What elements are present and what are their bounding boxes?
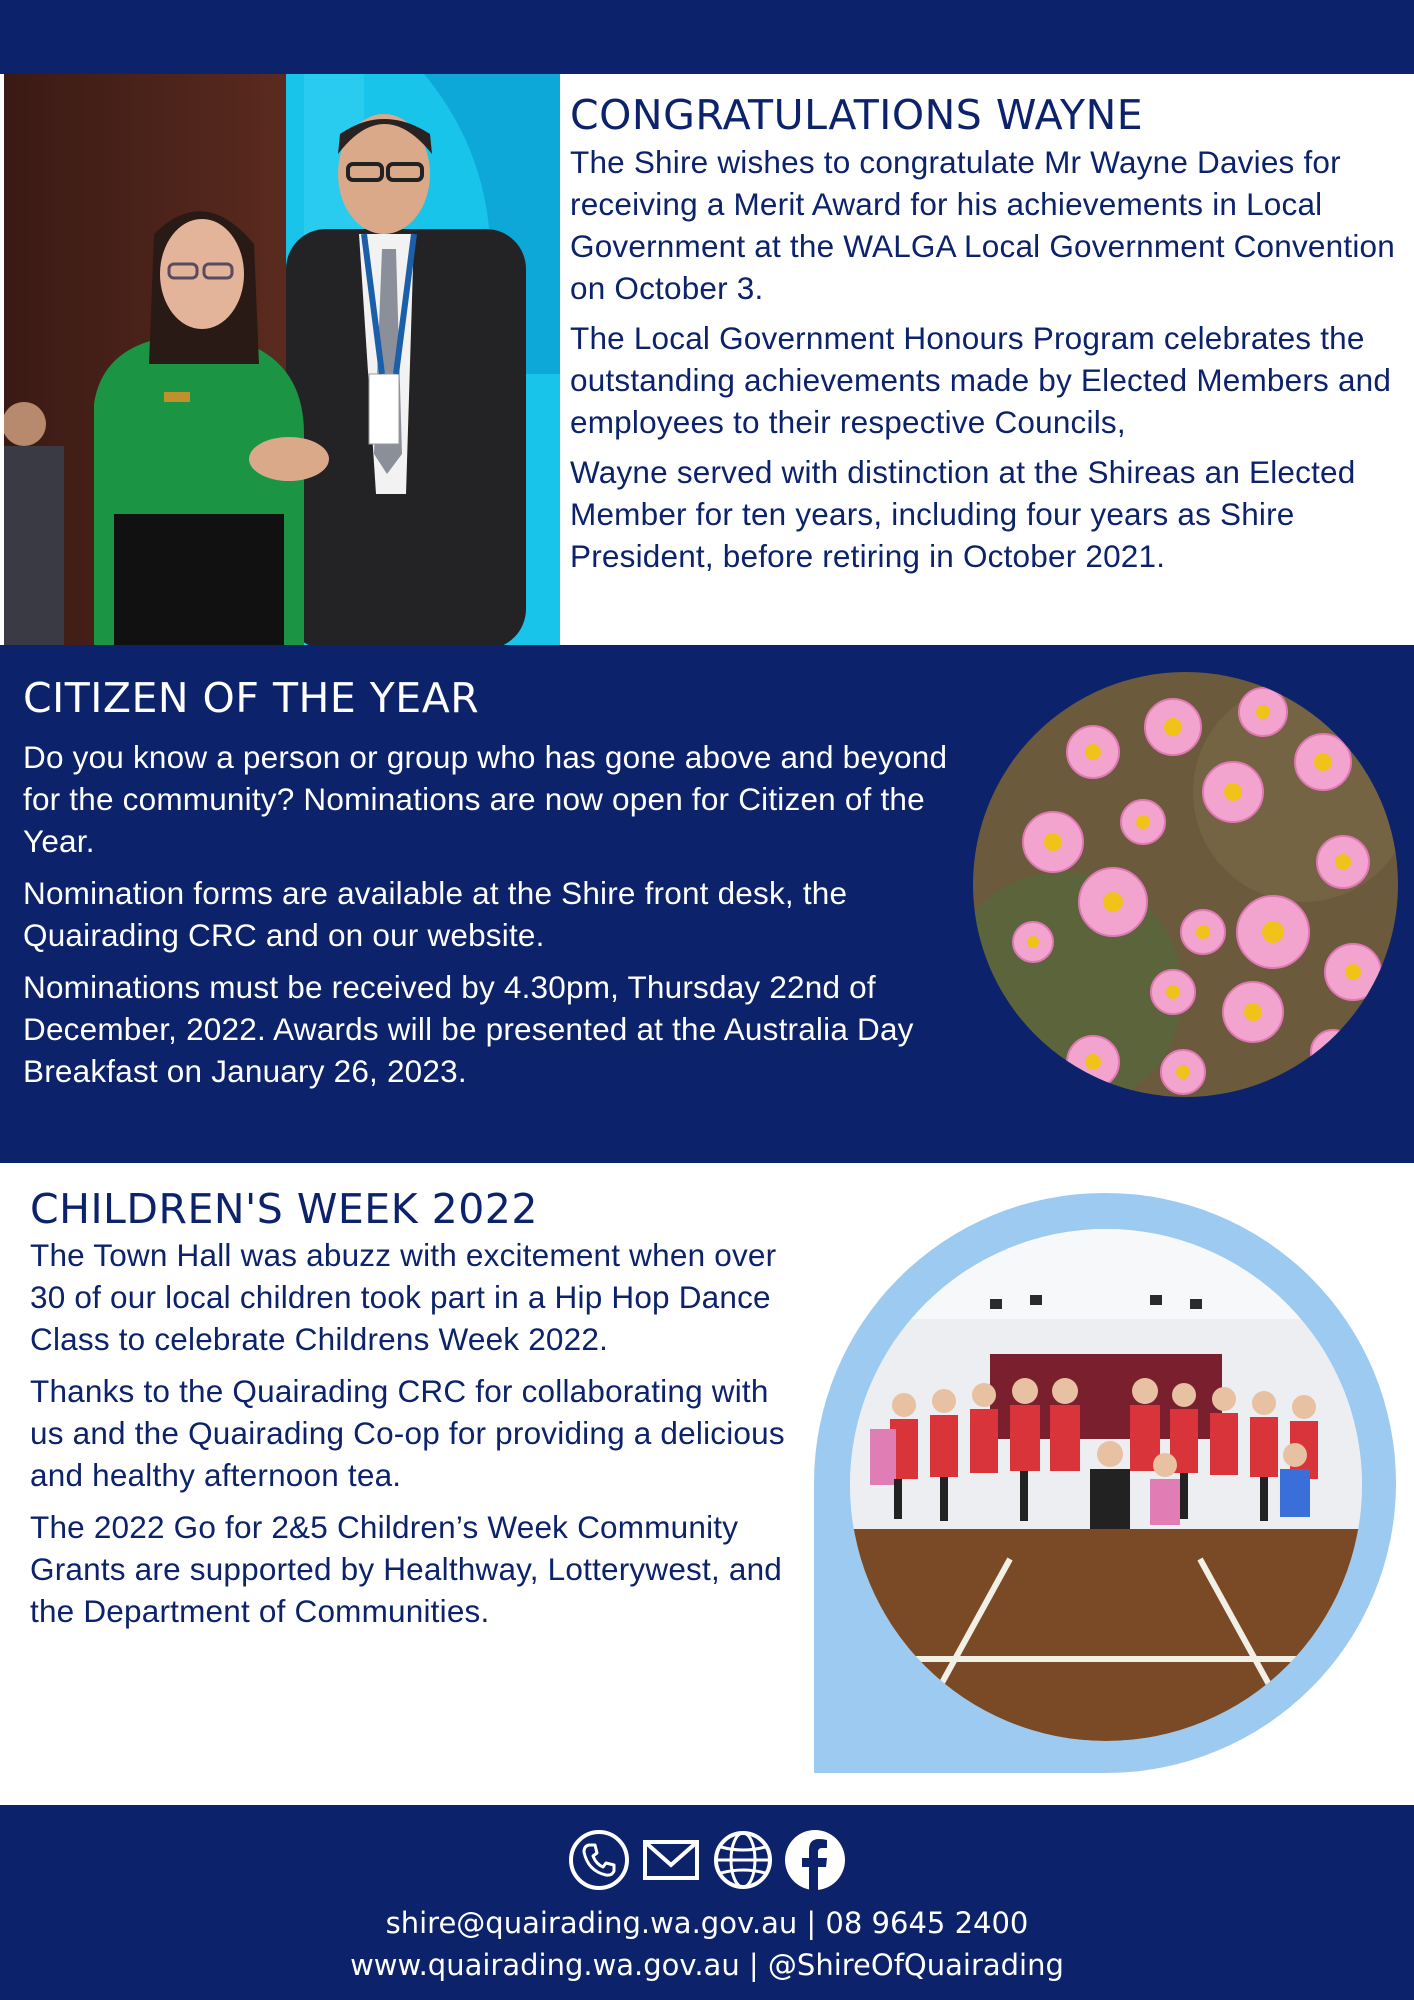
email-icon[interactable] bbox=[640, 1829, 702, 1891]
contact-footer bbox=[0, 1805, 1414, 2000]
congratulations-paragraph: The Shire wishes to congratulate Mr Wayne Davies for receiving a Merit Award for his achievements in Local Government at the WALGA Local Government Convention on October 3. bbox=[570, 144, 1395, 307]
congratulations-section bbox=[0, 74, 1414, 645]
contact-website-social: www.quairading.wa.gov.au | @ShireOfQuairading bbox=[350, 1948, 1064, 1982]
congratulations-paragraph: Wayne served with distinction at the Shireas an Elected Member for ten years, including four years as Shire President, before retiring in October 2021. bbox=[570, 454, 1356, 575]
childrens-week-paragraph: The 2022 Go for 2&5 Children’s Week Community Grants are supported by Healthway, Lotterywest, and the Department of Communities. bbox=[30, 1509, 783, 1630]
childrens-week-title: CHILDREN'S WEEK 2022 bbox=[30, 1185, 538, 1233]
congratulations-paragraph: The Local Government Honours Program celebrates the outstanding achievements made by Elected Members and employees to their respective Councils, bbox=[570, 320, 1392, 441]
phone-icon[interactable] bbox=[568, 1829, 630, 1891]
award-photo bbox=[4, 74, 560, 645]
childrens-week-section bbox=[0, 1163, 1414, 1805]
globe-icon[interactable] bbox=[712, 1829, 774, 1891]
contact-email-phone: shire@quairading.wa.gov.au | 08 9645 2400 bbox=[385, 1906, 1029, 1940]
everlasting-flowers-photo bbox=[973, 672, 1398, 1097]
citizen-paragraph: Nomination forms are available at the Shire front desk, the Quairading CRC and on our website. bbox=[23, 875, 848, 954]
childrens-week-paragraph: The Town Hall was abuzz with excitement when over 30 of our local children took part in a Hip Hop Dance Class to celebrate Childrens Week 2022. bbox=[30, 1237, 777, 1358]
top-banner bbox=[0, 0, 1414, 74]
dance-class-photo bbox=[850, 1229, 1362, 1741]
citizen-of-the-year-section bbox=[0, 645, 1414, 1163]
citizen-paragraph: Nominations must be received by 4.30pm, Thursday 22nd of December, 2022. Awards will be presented at the Australia Day Breakfast on January 26, 2023. bbox=[23, 969, 914, 1090]
childrens-week-paragraph: Thanks to the Quairading CRC for collaborating with us and the Quairading Co-op for providing a delicious and healthy afternoon tea. bbox=[30, 1373, 785, 1494]
citizen-paragraph: Do you know a person or group who has gone above and beyond for the community? Nominations are now open for Citizen of the Year. bbox=[23, 739, 948, 860]
congratulations-title: CONGRATULATIONS WAYNE bbox=[570, 91, 1144, 139]
facebook-icon[interactable] bbox=[784, 1829, 846, 1891]
citizen-title: CITIZEN OF THE YEAR bbox=[23, 674, 480, 722]
